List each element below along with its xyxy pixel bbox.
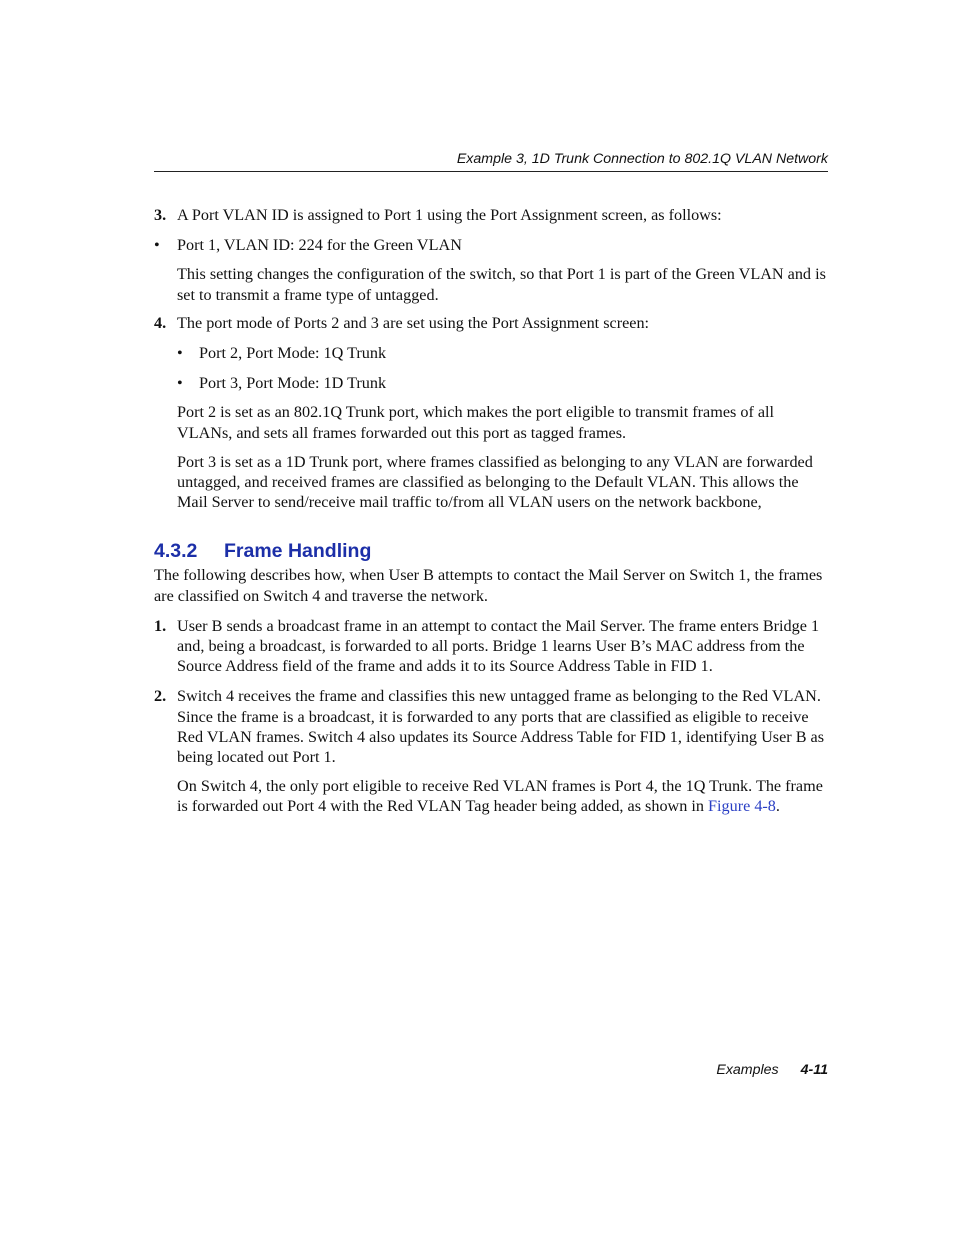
step-text: Switch 4 receives the frame and classifies this new untagged frame as belonging to the Red VLAN. Since the frame is a broadcast, it is forwarded to any ports that are classified as eligible to receive Red VLAN frames. Switch 4 also updates its Source Address Table for FID 1, identifying User B as being located out Port 1. [177, 687, 825, 767]
section-intro: The following describes how, when User B attempts to contact the Mail Server on Switch 1, the frames are classified on Switch 4 and traverse the network. [154, 566, 823, 605]
step-number: 2. [154, 687, 167, 706]
step-text: User B sends a broadcast frame in an attempt to contact the Mail Server. The frame enters Bridge 1 and, being a broadcast, is forwarded to all ports. Bridge 1 learns User B’s MAC address from the Source Address field of the frame and adds it to its Source Address Table in FID 1. [177, 616, 820, 676]
header-rule [154, 171, 828, 172]
step-text: The port mode of Ports 2 and 3 are set using the Port Assignment screen: [177, 313, 650, 332]
step-text: A Port VLAN ID is assigned to Port 1 using the Port Assignment screen, as follows: [177, 206, 722, 224]
bullet-dot: • [177, 374, 183, 393]
step-2 [154, 686, 828, 767]
step-2-note [154, 776, 828, 816]
step-1 [154, 616, 828, 677]
page-number: 4-11 [800, 1062, 828, 1078]
step-3 [154, 205, 828, 225]
note-text: On Switch 4, the only port eligible to receive Red VLAN frames is Port 4, the 1Q Trunk. The frame is forwarded out Port 4 with the Red VLAN Tag header being added, as shown in [177, 777, 823, 816]
step-number: 3. [154, 206, 167, 224]
step-4-note-1: Port 2 is set as an 802.1Q Trunk port, which makes the port eligible to transmit frames of all VLANs, and sets all frames forwarded out this port as tagged frames. [177, 403, 775, 442]
bullet-text: Port 1, VLAN ID: 224 for the Green VLAN [177, 236, 462, 255]
bullet-dot: • [154, 236, 160, 255]
page-footer [154, 1061, 828, 1079]
sub-bullet-item [177, 373, 828, 393]
bullet-text: Port 2, Port Mode: 1Q Trunk [199, 344, 387, 363]
sub-bullet-item [177, 343, 828, 363]
footer-section-name: Examples [716, 1062, 779, 1078]
page-body [154, 205, 828, 817]
figure-link[interactable]: Figure 4-8 [708, 797, 776, 816]
section-title: Frame Handling [224, 540, 372, 563]
bullet-dot: • [177, 344, 183, 363]
bullet-item [154, 235, 828, 255]
note-end: . [775, 797, 780, 816]
section-number: 4.3.2 [154, 540, 198, 563]
step-number: 1. [154, 616, 167, 635]
step-4-note-2: Port 3 is set as a 1D Trunk port, where frames classified as belonging to any VLAN are forwarded untagged, and received frames are classified as belonging to the Default VLAN. This allows the Mail Server to send/receive mail traffic to/from all VLAN users on the network backbone, [177, 452, 813, 512]
step-3-note: This setting changes the configuration of the switch, so that Port 1 is part of the Green VLAN and is set to transmit a frame type of untagged. [177, 265, 826, 304]
running-header: Example 3, 1D Trunk Connection to 802.1Q VLAN Network [456, 151, 828, 167]
section-heading [154, 539, 828, 563]
step-4 [154, 313, 828, 333]
bullet-text: Port 3, Port Mode: 1D Trunk [199, 374, 387, 393]
step-number: 4. [154, 313, 167, 332]
